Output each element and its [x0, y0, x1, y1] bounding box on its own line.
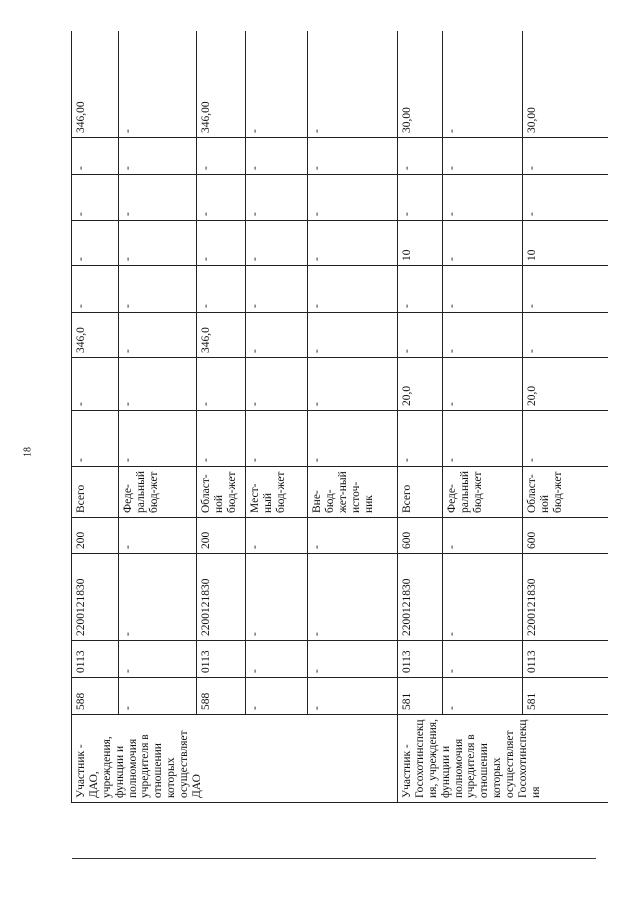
- table-row: [72, 31, 119, 803]
- table-cell: -: [119, 518, 197, 554]
- table-cell: 10: [398, 221, 443, 266]
- table-cell: -: [308, 518, 398, 554]
- table-cell: -: [119, 313, 197, 358]
- table-row: [197, 31, 246, 803]
- table-cell: -: [72, 221, 119, 266]
- table-cell: -: [197, 411, 246, 467]
- table-cell: -: [72, 175, 119, 221]
- table-cell: 0113: [72, 641, 119, 678]
- table-cell: -: [119, 175, 197, 221]
- table-cell: -: [523, 138, 609, 175]
- table-cell: -: [523, 313, 609, 358]
- table-cell: 2200121830: [72, 554, 119, 641]
- table-cell: -: [398, 175, 443, 221]
- table-cell: -: [119, 411, 197, 467]
- table-cell: 346,00: [72, 31, 119, 138]
- table-viewport: [71, 31, 608, 803]
- table-cell: 588: [197, 678, 246, 715]
- table-row: [523, 31, 609, 803]
- table-cell: 346,0: [72, 313, 119, 358]
- table-cell: -: [443, 358, 523, 411]
- table-cell: 588: [72, 678, 119, 715]
- table-cell: -: [523, 266, 609, 313]
- table-cell: -: [72, 138, 119, 175]
- table-cell: -: [246, 554, 308, 641]
- table-cell: -: [246, 266, 308, 313]
- table-cell: 10: [523, 221, 609, 266]
- table-cell: -: [308, 221, 398, 266]
- table-cell: 200: [197, 518, 246, 554]
- table-cell: -: [197, 221, 246, 266]
- participant-cell: Участник - ДАО, учреждения, функции и полномочия учредителя в отношении которых осуществляет ДАО: [72, 715, 398, 803]
- table-cell: 346,00: [197, 31, 246, 138]
- table-cell: -: [523, 175, 609, 221]
- table-cell: -: [246, 518, 308, 554]
- table-cell: 2200121830: [523, 554, 609, 641]
- table-cell: -: [443, 678, 523, 715]
- table-cell: -: [398, 266, 443, 313]
- table-cell: -: [443, 175, 523, 221]
- participant-cell: Участник - Госохотинспекция, учреждения, функции и полномочия учредителя в отношении которых осуществляет Госохотинспекция: [398, 715, 609, 803]
- page-number: 18: [22, 447, 34, 457]
- table-cell: Феде-ральный бюд-жет: [443, 467, 523, 518]
- table-cell: 30,00: [398, 31, 443, 138]
- table-cell: -: [246, 358, 308, 411]
- table-cell: Мест-ный бюд-жет: [246, 467, 308, 518]
- table-cell: -: [308, 554, 398, 641]
- table-cell: -: [197, 175, 246, 221]
- table-cell: -: [443, 266, 523, 313]
- table-row: [246, 31, 308, 803]
- table-cell: -: [443, 411, 523, 467]
- table-cell: -: [246, 138, 308, 175]
- table-cell: -: [197, 266, 246, 313]
- table-cell: -: [308, 411, 398, 467]
- table-cell: -: [308, 313, 398, 358]
- table-cell: 0113: [523, 641, 609, 678]
- table-cell: 600: [523, 518, 609, 554]
- table-row: [308, 31, 398, 803]
- table-cell: Област-ной бюд-жет: [197, 467, 246, 518]
- table-cell: -: [119, 358, 197, 411]
- table-cell: -: [398, 313, 443, 358]
- table-cell: -: [443, 221, 523, 266]
- table-cell: -: [246, 313, 308, 358]
- budget-table: [71, 31, 608, 803]
- table-row: [398, 31, 443, 803]
- table-cell: -: [119, 678, 197, 715]
- table-cell: -: [119, 221, 197, 266]
- table-cell: -: [308, 358, 398, 411]
- table-cell: -: [308, 678, 398, 715]
- table-row: [119, 31, 197, 803]
- table-cell: -: [443, 518, 523, 554]
- table-cell: 20,0: [398, 358, 443, 411]
- table-cell: -: [246, 31, 308, 138]
- table-cell: -: [443, 313, 523, 358]
- table-cell: -: [443, 641, 523, 678]
- table-cell: -: [523, 411, 609, 467]
- table-cell: 600: [398, 518, 443, 554]
- table-cell: -: [246, 221, 308, 266]
- table-cell: -: [443, 138, 523, 175]
- table-cell: 581: [523, 678, 609, 715]
- table-cell: -: [119, 31, 197, 138]
- table-cell: -: [308, 138, 398, 175]
- table-cell: -: [72, 358, 119, 411]
- table-cell: Всего: [398, 467, 443, 518]
- table-cell: -: [246, 641, 308, 678]
- table-cell: -: [246, 678, 308, 715]
- table-cell: -: [246, 411, 308, 467]
- table-cell: -: [308, 641, 398, 678]
- table-cell: -: [443, 554, 523, 641]
- table-cell: -: [246, 175, 308, 221]
- table-row: [443, 31, 523, 803]
- footer-rule: [72, 858, 596, 859]
- table-cell: 20,0: [523, 358, 609, 411]
- table-cell: 0113: [197, 641, 246, 678]
- table-cell: -: [398, 138, 443, 175]
- table-cell: -: [308, 175, 398, 221]
- table-cell: -: [72, 411, 119, 467]
- table-cell: 200: [72, 518, 119, 554]
- table-cell: 2200121830: [398, 554, 443, 641]
- table-cell: 2200121830: [197, 554, 246, 641]
- table-cell: -: [398, 411, 443, 467]
- table-cell: 30,00: [523, 31, 609, 138]
- table-cell: -: [197, 358, 246, 411]
- table-cell: -: [119, 554, 197, 641]
- table-cell: -: [443, 31, 523, 138]
- table-cell: -: [308, 266, 398, 313]
- table-cell: -: [197, 138, 246, 175]
- table-cell: -: [308, 31, 398, 138]
- table-cell: 346,0: [197, 313, 246, 358]
- table-cell: 0113: [398, 641, 443, 678]
- table-cell: Вне-бюд-жет-ный источ-ник: [308, 467, 398, 518]
- table-cell: 581: [398, 678, 443, 715]
- table-cell: -: [119, 641, 197, 678]
- table-cell: Феде-ральный бюд-жет: [119, 467, 197, 518]
- table-cell: -: [119, 266, 197, 313]
- table-cell: -: [72, 266, 119, 313]
- table-cell: Област-ной бюд-жет: [523, 467, 609, 518]
- table-cell: Всего: [72, 467, 119, 518]
- table-cell: -: [119, 138, 197, 175]
